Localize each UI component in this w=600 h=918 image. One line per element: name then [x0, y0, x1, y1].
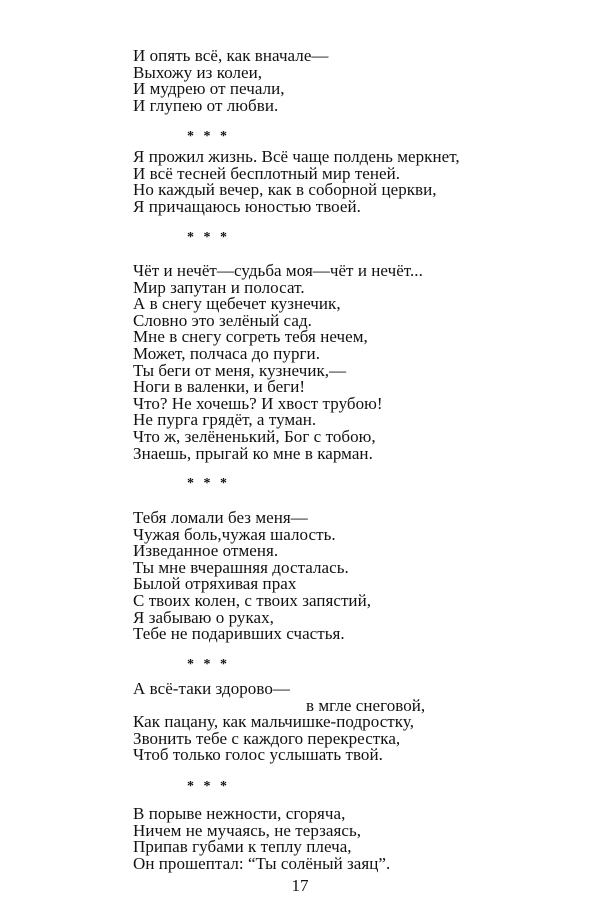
poem-line: Изведанное отменя.	[133, 541, 279, 561]
poem-5	[133, 681, 425, 764]
section-separator: * * *	[187, 129, 230, 144]
poem-line: Я прожил жизнь. Всё чаще полдень меркнет,	[133, 147, 460, 166]
poem-line: И всё тесней бесплотный мир теней.	[133, 163, 401, 183]
poem-line: Ты беги от меня, кузнечик,—	[133, 360, 347, 380]
poem-line: И глупею от любви.	[133, 95, 279, 115]
section-separator: * * *	[187, 476, 230, 491]
poem-line: Словно это зелёный сад.	[133, 310, 312, 330]
poem-line: В порыве нежности, сгоряча,	[133, 804, 346, 823]
poem-line: Припав губами к теплу плеча,	[133, 837, 352, 857]
poem-line: Он прошептал: “Ты солёный заяц”.	[133, 853, 391, 873]
poem-line: А в снегу щебечет кузнечик,	[133, 294, 341, 314]
poem-line: Может, полчаса до пурги.	[133, 343, 321, 363]
section-separator: * * *	[187, 657, 230, 672]
poem-6	[133, 806, 390, 872]
poem-line: Ноги в валенки, и беги!	[133, 377, 306, 397]
poem-line: Не пурга грядёт, а туман.	[133, 410, 317, 430]
poem-line: Мне в снегу согреть тебя нечем,	[133, 327, 368, 347]
poem-line: Ты мне вчерашняя досталась.	[133, 557, 349, 577]
poem-line: Что ж, зелёненький, Бог с тобою,	[133, 426, 376, 446]
section-separator: * * *	[187, 230, 230, 245]
poem-line: в мгле снеговой,	[306, 695, 426, 715]
poem-line: Что? Не хочешь? И хвост трубою!	[133, 393, 383, 413]
poem-line: Я причащаюсь юностью твоей.	[133, 196, 361, 216]
poem-line: А всё-таки здорово—	[133, 679, 290, 698]
poem-line: Чёт и нечёт—судьба моя—чёт и нечёт...	[133, 261, 423, 280]
poem-line: И опять всё, как вначале—	[133, 46, 329, 65]
section-separator: * * *	[187, 779, 230, 794]
poem-line: Ничем не мучаясь, не терзаясь,	[133, 820, 362, 840]
poem-line: Я забываю о руках,	[133, 607, 274, 627]
poem-line: Звонить тебе с каждого перекрестка,	[133, 728, 401, 748]
page-number: 17	[291, 876, 309, 895]
poem-line: Мир запутан и полосат.	[133, 277, 305, 297]
poem-3	[133, 263, 423, 462]
poem-4	[133, 510, 371, 643]
poem-2	[133, 149, 460, 215]
poem-line: И мудрею от печали,	[133, 79, 285, 99]
poem-line: Тебе не подаривших счастья.	[133, 624, 345, 644]
poem-line: Тебя ломали без меня—	[133, 508, 308, 527]
poem-line: Выхожу из колеи,	[133, 62, 263, 82]
poem-line: Но каждый вечер, как в соборной церкви,	[133, 180, 437, 200]
poem-line: Знаешь, прыгай ко мне в карман.	[133, 443, 373, 463]
poem-1	[133, 48, 328, 114]
poem-line: Былой отряхивая прах	[133, 574, 297, 594]
poem-line: Как пацану, как мальчишке-подростку,	[133, 712, 414, 732]
poem-line: Чужая боль,чужая шалость.	[133, 524, 336, 544]
poem-line: Чтоб только голос услышать твой.	[133, 745, 383, 765]
poem-line: С твоих колен, с твоих запястий,	[133, 590, 372, 610]
